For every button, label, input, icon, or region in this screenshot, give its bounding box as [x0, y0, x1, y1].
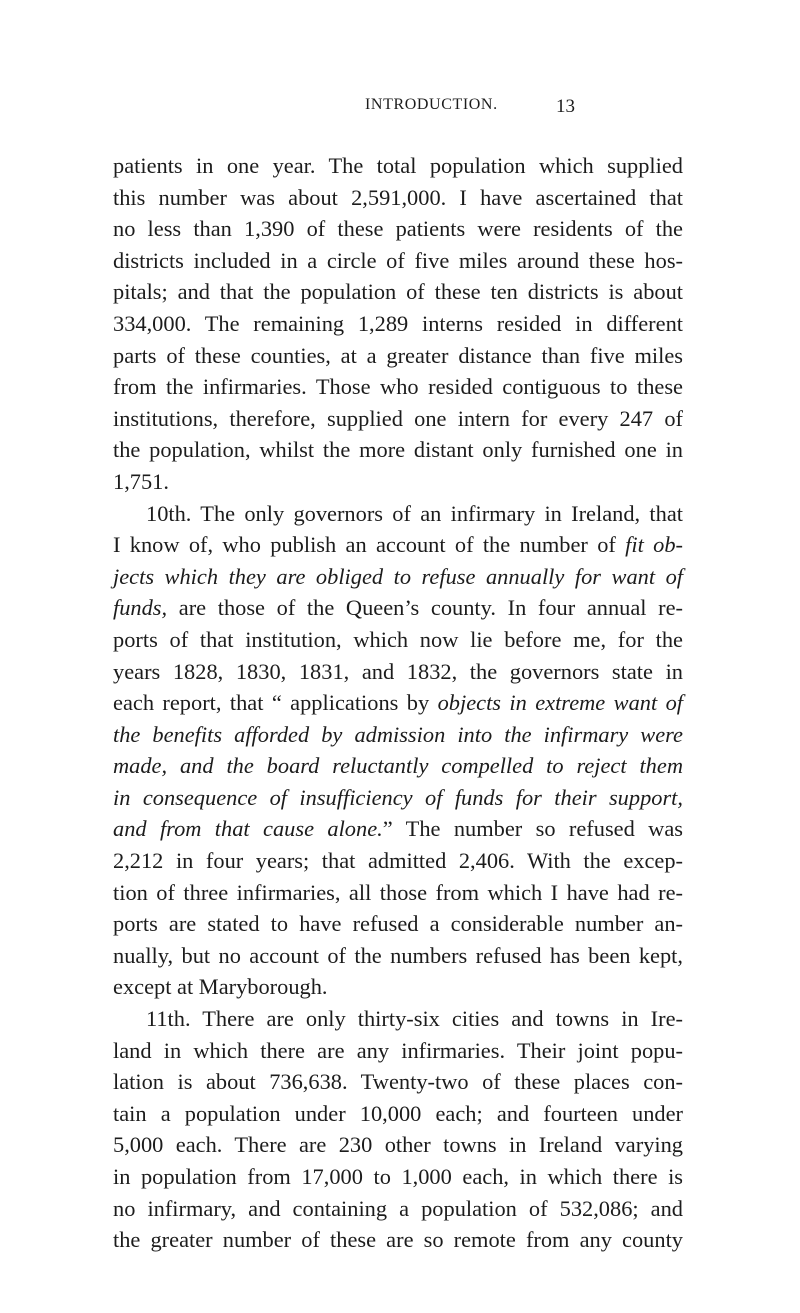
- text-line: parts of these counties, at a greater distance than five miles: [113, 342, 683, 368]
- text-line: institutions, therefore, supplied one intern for every 247 of: [113, 405, 683, 431]
- text-line: except at Maryborough.: [113, 974, 328, 1000]
- text-line: no less than 1,390 of these patients were residents of the: [113, 216, 683, 242]
- text-line: 334,000. The remaining 1,289 interns resided in different: [113, 310, 683, 336]
- paragraph-line: [113, 687, 683, 719]
- text-line: districts included in a circle of five miles around these hos-: [113, 247, 683, 273]
- text-line: land in which there are any infirmaries. Their joint popu-: [113, 1037, 683, 1063]
- italic-run: jects which they are obliged to refuse annually for want of: [113, 563, 683, 589]
- paragraph-line: [113, 498, 683, 530]
- paragraph-line: [113, 561, 683, 593]
- paragraph-line: [113, 750, 683, 782]
- paragraph-line: [113, 1003, 683, 1035]
- paragraph-line: [113, 719, 683, 751]
- text-run: 10th. The only governors of an infirmary in Ireland, that: [146, 500, 683, 526]
- running-title: INTRODUCTION.: [365, 96, 498, 113]
- italic-run: the benefits afforded by admission into the infirmary were: [113, 721, 683, 747]
- text-line: the greater number of these are so remote from any county: [113, 1227, 683, 1253]
- paragraph-line: [113, 782, 683, 814]
- body-text: [113, 150, 683, 1256]
- text-line: tain a population under 10,000 each; and fourteen under: [113, 1100, 683, 1126]
- text-line: ports of that institution, which now lie before me, for the: [113, 626, 683, 652]
- text-run: ” The number so refused was: [382, 816, 683, 842]
- text-line: tion of three infirmaries, all those from which I have had re-: [113, 879, 683, 905]
- text-line: from the infirmaries. Those who resided contiguous to these: [113, 374, 683, 400]
- text-line: lation is about 736,638. Twenty-two of these places con-: [113, 1069, 683, 1095]
- text-line: ports are stated to have refused a considerable number an-: [113, 911, 683, 937]
- running-header: [0, 96, 800, 120]
- text-line: no infirmary, and containing a population of 532,086; and: [113, 1195, 683, 1221]
- text-run: 11th. There are only thirty-six cities and towns in Ire-: [146, 1006, 683, 1032]
- text-line: 2,212 in four years; that admitted 2,406. With the excep-: [113, 848, 683, 874]
- italic-run: funds,: [113, 595, 168, 621]
- paragraph-line: [113, 813, 683, 845]
- text-line: in population from 17,000 to 1,000 each, in which there is: [113, 1164, 683, 1189]
- text-line: years 1828, 1830, 1831, and 1832, the governors state in: [113, 658, 683, 684]
- italic-run: made, and the board reluctantly compelled to reject them: [113, 753, 683, 779]
- paragraph-line: [113, 592, 683, 624]
- text-run: are those of the Queen’s county. In four annual re-: [178, 595, 683, 621]
- text-line: the population, whilst the more distant only furnished one in: [113, 437, 683, 463]
- italic-run: objects in extreme want of: [437, 690, 684, 716]
- paragraph-line: [113, 529, 683, 561]
- text-line: 1,751.: [113, 468, 169, 494]
- italic-run: in consequence of insufficiency of funds for their support,: [113, 784, 683, 810]
- text-line: this number was about 2,591,000. I have ascertained that: [113, 184, 683, 210]
- text-line: pitals; and that the population of these ten districts is about: [113, 279, 683, 305]
- text-line: nually, but no account of the numbers refused has been kept,: [113, 942, 683, 968]
- text-line: patients in one year. The total population which supplied: [113, 153, 683, 178]
- text-run: each report, that “ applications by: [113, 690, 430, 716]
- italic-run: fit ob-: [625, 532, 683, 558]
- italic-run: and from that cause alone.: [113, 816, 383, 842]
- page-number: 13: [556, 96, 575, 117]
- text-line: 5,000 each. There are 230 other towns in Ireland varying: [113, 1132, 683, 1158]
- text-run: I know of, who publish an account of the number of: [113, 532, 616, 558]
